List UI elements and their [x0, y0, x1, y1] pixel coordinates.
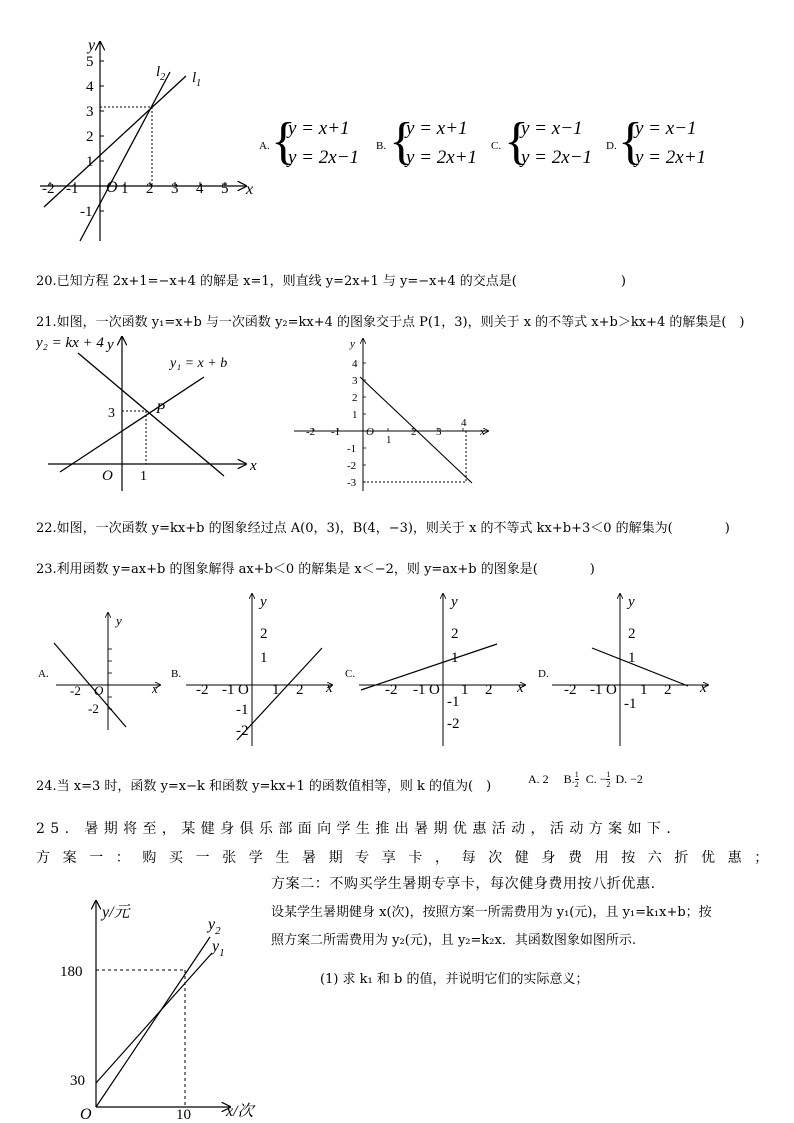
q24-options	[528, 770, 643, 789]
brace-icon: {	[271, 113, 296, 170]
y-tick: 3	[86, 104, 94, 120]
y-tick: 4	[352, 358, 358, 370]
q25-line2: 方案一：购买一张学生暑期专享卡，每次健身费用按六折优惠；	[36, 850, 781, 866]
q19-option-a-system: y = x+1 y = 2x−1	[288, 118, 360, 168]
y2-label: $y_2$	[208, 916, 221, 937]
tick: -1	[624, 696, 637, 712]
axis-label-x: x/次	[226, 1103, 254, 1120]
tick: 2	[451, 626, 459, 642]
y1-label: y₁ = x + b	[170, 356, 228, 371]
tick: -2	[564, 682, 577, 698]
q24-option-c[interactable]: C. − $\frac{1}{2}$	[585, 770, 611, 789]
q19-option-c-system: y = x−1 y = 2x−1	[521, 118, 593, 168]
y-tick: 1	[352, 409, 358, 421]
brace-icon: {	[504, 113, 529, 170]
axis-label-x: x	[250, 458, 257, 474]
origin-label: O	[94, 683, 104, 698]
y-tick: 2	[86, 129, 94, 145]
line-l1-label: $l_1$	[192, 70, 202, 89]
tick: -2	[70, 683, 81, 698]
y-tick: 1	[86, 154, 94, 170]
q22-graph	[290, 335, 500, 495]
q19-option-d-system: y = x−1 y = 2x+1	[635, 118, 707, 168]
tick: 2	[260, 626, 268, 642]
tick: 1	[260, 650, 268, 666]
axis-label-y: y	[628, 594, 635, 610]
x-tick: 2	[146, 181, 154, 197]
axis-label-y: y	[260, 594, 267, 610]
x-tick: 1	[121, 181, 129, 197]
y-tick: 3	[352, 375, 358, 387]
q21-text: 21.如图，一次函数 y₁=x+b 与一次函数 y₂=kx+4 的图象交于点 P(1，3)，则关于 x 的不等式 x+b＞kx+4 的解集是( )	[36, 315, 745, 330]
graph-line	[237, 648, 322, 740]
x-tick: 4	[461, 417, 467, 429]
q25-graph	[60, 895, 270, 1123]
axis-label-y: y	[350, 338, 355, 350]
axis-label-x: x	[700, 680, 707, 696]
q24-option-b[interactable]: B. $\frac{1}{2}$	[563, 770, 579, 789]
tick-10: 10	[176, 1107, 191, 1123]
tick: 2	[296, 682, 304, 698]
axis-label-y: y	[451, 594, 458, 610]
axis-label-x: x	[246, 181, 254, 198]
q23-graph-a	[48, 605, 168, 735]
y-tick: -2	[347, 460, 357, 472]
tick-y-3: 3	[108, 406, 115, 421]
q19-option-c-label[interactable]: C.	[491, 140, 502, 152]
axis-label-x: x	[152, 681, 158, 696]
q25-line5: 照方案二所需费用为 y₂(元)，且 y₂=k₂x．其函数图象如图所示.	[271, 933, 636, 948]
origin-label: O	[606, 682, 617, 698]
x-tick: 2	[411, 426, 417, 438]
q24-option-a[interactable]: A. 2	[528, 772, 549, 786]
graph-line	[592, 648, 688, 686]
x-tick: 1	[386, 434, 392, 446]
y-tick: -3	[347, 477, 357, 489]
tick: -1	[222, 682, 235, 698]
tick: 1	[461, 682, 469, 698]
q23-text: 23.利用函数 y=ax+b 的图象解得 ax+b＜0 的解集是 x＜−2，则 y=ax+b 的图象是( )	[36, 562, 595, 577]
y-tick: 4	[86, 79, 94, 95]
origin-label: O	[102, 468, 113, 484]
axis-label-x: x	[517, 680, 524, 696]
q25-line4: 设某学生暑期健身 x(次)，按照方案一所需费用为 y₁(元)，且 y₁=k₁x+b；按	[271, 905, 712, 920]
line-y2	[78, 353, 224, 476]
axis-label-x: x	[480, 426, 485, 438]
axis-label-y: y	[88, 37, 96, 54]
tick: -1	[236, 702, 249, 718]
x-tick: -2	[306, 426, 316, 438]
brace-icon: {	[389, 113, 414, 170]
x-tick: 3	[171, 181, 179, 197]
axis-label-y: y	[107, 337, 114, 353]
axis-label-y: y/元	[102, 904, 130, 921]
axis-label-x: x	[326, 680, 333, 696]
q24-option-d[interactable]: D. −2	[615, 772, 643, 786]
p-label: P	[156, 401, 166, 417]
brace-icon: {	[618, 113, 643, 170]
tick: -2	[447, 716, 460, 732]
x-tick: 4	[196, 181, 204, 197]
tick: -1	[447, 694, 460, 710]
tick-180: 180	[60, 964, 83, 980]
tick: 2	[664, 682, 672, 698]
origin-label: O	[366, 426, 374, 438]
origin-label: O	[106, 179, 118, 196]
tick: 1	[451, 650, 459, 666]
q23-graph-b	[182, 590, 342, 750]
tick: -1	[413, 682, 426, 698]
y-tick: -1	[347, 443, 357, 455]
tick: 2	[485, 682, 493, 698]
y-tick: -1	[80, 204, 93, 220]
line-y2	[96, 937, 210, 1107]
q25-line3: 方案二：不购买学生暑期专享卡，每次健身费用按八折优惠.	[271, 876, 656, 892]
q20-text: 20.已知方程 2x+1=−x+4 的解是 x=1，则直线 y=2x+1 与 y=−x+4 的交点是( )	[36, 274, 626, 289]
x-tick: 3	[436, 426, 442, 438]
y1-label: $y_1$	[212, 938, 225, 959]
tick-30: 30	[70, 1073, 85, 1089]
tick: 1	[628, 650, 636, 666]
origin-label: O	[238, 682, 249, 698]
q19-option-b-system: y = x+1 y = 2x+1	[406, 118, 478, 168]
axis-label-y: y	[116, 613, 122, 628]
x-tick: -1	[331, 426, 341, 438]
x-tick: -1	[66, 181, 79, 197]
line-y1	[96, 953, 212, 1083]
tick: 2	[628, 626, 636, 642]
q23-graph-c	[355, 590, 535, 750]
x-tick: 5	[221, 181, 229, 197]
origin-label: O	[429, 682, 440, 698]
q23-option-d-label[interactable]: D.	[538, 668, 549, 680]
line-l2-label: $l_2$	[156, 64, 166, 83]
tick: -2	[88, 701, 99, 716]
q23-option-c-label[interactable]: C.	[345, 668, 356, 680]
tick: -1	[590, 682, 603, 698]
q25-sub1: (1) 求 k₁ 和 b 的值，并说明它们的实际意义；	[320, 972, 589, 987]
q24-text: 24.当 x=3 时，函数 y=x−k 和函数 y=kx+1 的函数值相等，则 k 的值为( )	[36, 779, 492, 794]
tick: 1	[272, 682, 280, 698]
tick: 1	[640, 682, 648, 698]
line-l2	[80, 72, 170, 241]
q19-option-d-label[interactable]: D.	[606, 140, 617, 152]
origin-label: O	[80, 1106, 92, 1123]
q23-option-b-label[interactable]: B.	[171, 668, 182, 680]
q25-line1: 25. 暑期将至，某健身俱乐部面向学生推出暑期优惠活动，活动方案如下.	[36, 821, 677, 837]
q22-text: 22.如图，一次函数 y=kx+b 的图象经过点 A(0，3)，B(4，−3)，则关于 x 的不等式 kx+b+3＜0 的解集为( )	[36, 521, 730, 536]
tick: -2	[236, 723, 249, 739]
y-tick: 5	[86, 54, 94, 70]
tick: -2	[196, 682, 209, 698]
y2-label: y₂ = kx + 4	[36, 335, 104, 351]
q19-option-a-label[interactable]: A.	[259, 140, 270, 152]
q23-graph-d	[548, 590, 718, 750]
q21-graph	[36, 333, 266, 493]
q19-option-b-label[interactable]: B.	[376, 140, 387, 152]
y-tick: 2	[352, 392, 358, 404]
line-y1	[60, 377, 204, 472]
tick: -2	[385, 682, 398, 698]
q19-graph	[36, 36, 266, 246]
q23-option-a-label[interactable]: A.	[38, 668, 49, 680]
x-tick: -2	[42, 181, 55, 197]
tick-x-1: 1	[140, 469, 147, 484]
